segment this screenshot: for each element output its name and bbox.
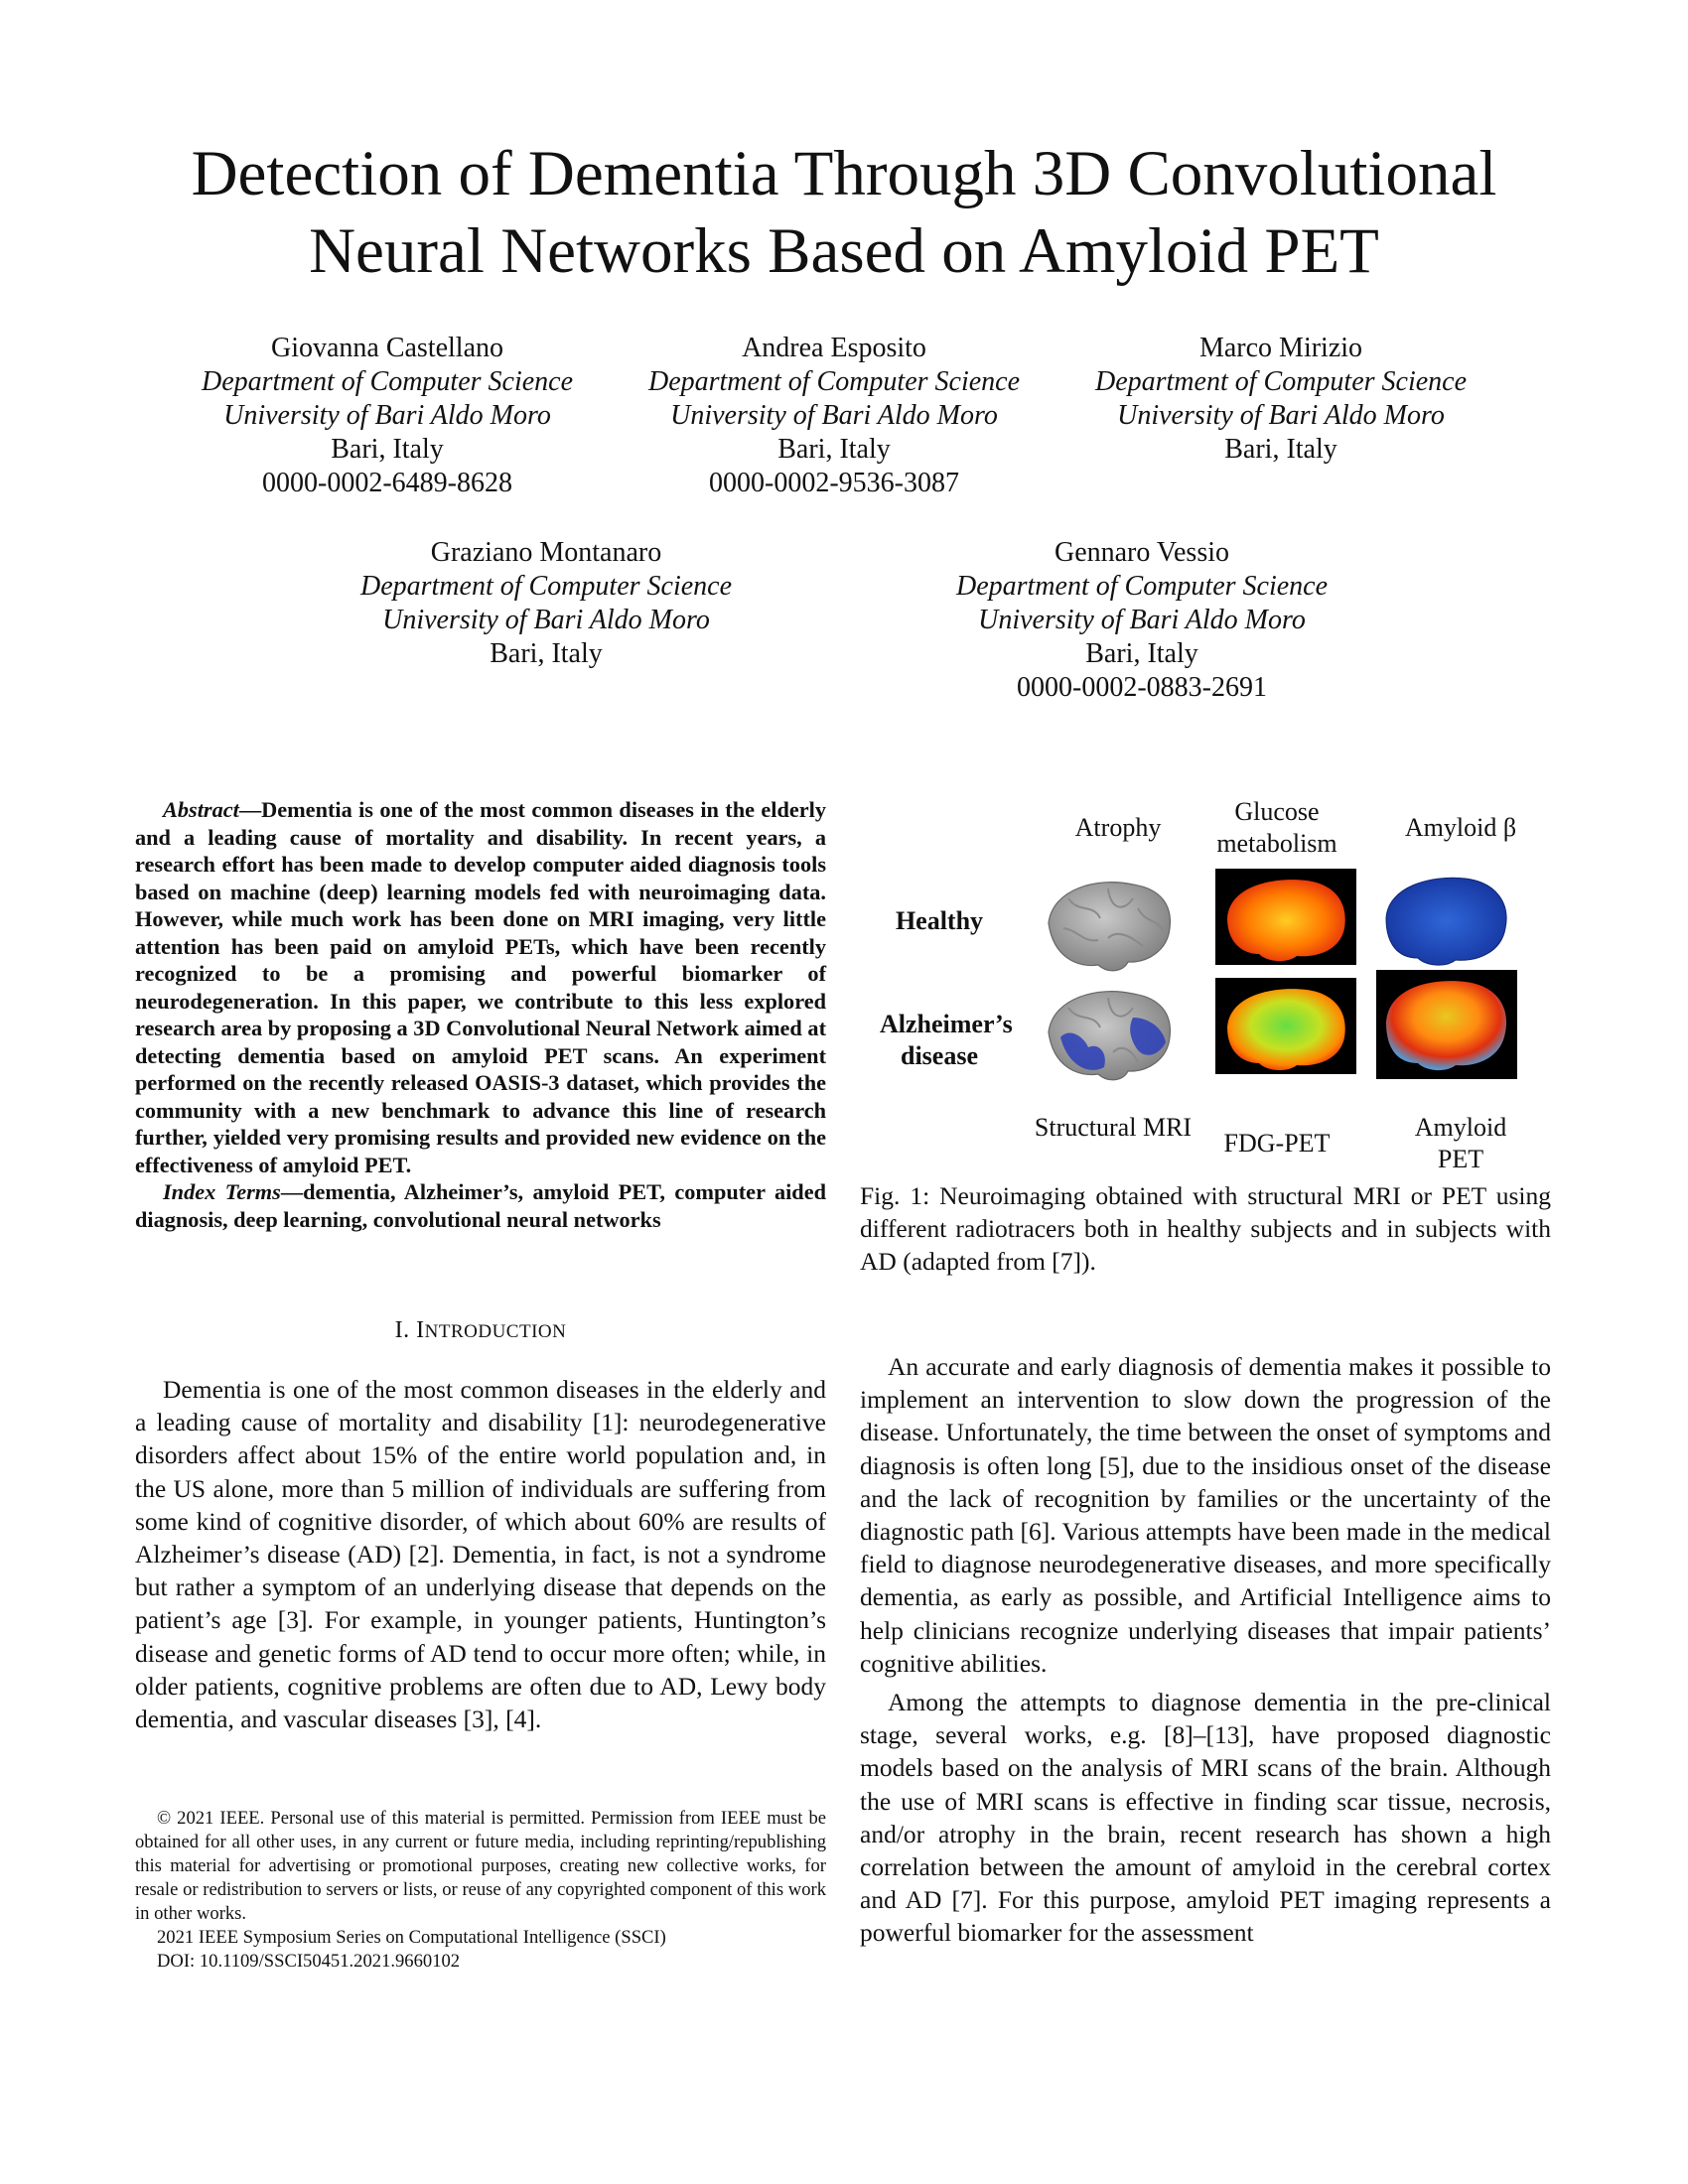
author-orcid: 0000-0002-6489-8628 [262, 468, 512, 498]
abstract-paragraph [135, 796, 826, 1178]
author-department: Department of Computer Science [955, 571, 1329, 602]
brain-mri-healthy [1049, 883, 1170, 971]
author-name: Graziano Montanaro [430, 537, 662, 568]
brain-mri-alzheimers [1049, 992, 1170, 1080]
author-name: Marco Mirizio [1198, 333, 1363, 363]
brain-image-grid [1039, 869, 1634, 1127]
intro-paragraph: Dementia is one of the most common diseases in the elderly and a leading cause of mortality and disability [1]: neurodegenerative disorders affect about 15% of the entire world population and, in the US alone, more than 5 million of individuals are suffering from some kind of cognitive disorder, of which about 60% are results of Alzheimer’s disease (AD) [2]. Dementia, in fact, is not a syndrome but rather a symptom of an underlying disease that depends on the patient’s age [3]. For example, in younger patients, Huntington’s disease and genetic forms of AD tend to occur more often; while, in older patients, cognitive problems are often due to AD, Lewy body dementia, and vascular diseases [3], [4]. [135, 1375, 826, 1734]
brain-amyloid-alzheimers [1376, 970, 1517, 1079]
author-city: Bari, Italy [331, 434, 444, 465]
row-label-alzheimers: Alzheimer’s disease [880, 1010, 1013, 1070]
venue-text: 2021 IEEE Symposium Series on Computational Intelligence (SSCI) [157, 1927, 666, 1948]
figure-neuroimaging [860, 784, 1555, 1181]
section-heading-introduction [135, 1317, 826, 1344]
section-number: I. [394, 1317, 410, 1343]
author-university: University of Bari Aldo Moro [223, 400, 551, 431]
body-paragraph: An accurate and early diagnosis of dementia makes it possible to implement an intervention to slow down the progression of the disease. Unfortunately, the time between the onset of symptoms and diagnosis is often long [5], due to the insidious onset of the disease and the lack of recognition by families or the uncertainty of the diagnostic path [6]. Various attempts have been made in the medical field to diagnose neurodegenerative diseases, and more specifically dementia, as early as possible, and Artificial Intelligence aims to help clinicians recognize underlying diseases that impair patients’ cognitive abilities. [860, 1352, 1551, 1678]
copyright-text: © 2021 IEEE. Personal use of this material is permitted. Permission from IEEE must be obtained for all other uses, in any current or future media, including reprinting/republishing this material for advertising or promotional purposes, creating new collective works, for resale or redistribution to servers or lists, or reuse of any copyrighted component of this work in other works. [135, 1808, 826, 1924]
col-header-amyloid: Amyloid β [1404, 813, 1517, 842]
author-name: Gennaro Vessio [1054, 537, 1229, 568]
author-block [616, 332, 1053, 500]
brain-fdg-healthy [1215, 869, 1356, 965]
author-name: Giovanna Castellano [270, 333, 504, 363]
index-terms-text: —dementia, Alzheimer’s, amyloid PET, computer aided diagnosis, deep learning, convolutional neural networks [135, 1179, 826, 1232]
paper-title: Detection of Dementia Through 3D Convolutional Neural Networks Based on Amyloid PET [191, 138, 1497, 287]
copyright-notice [135, 1807, 826, 1974]
brain-amyloid-healthy [1386, 878, 1506, 965]
author-city: Bari, Italy [490, 638, 603, 669]
figure-caption: Fig. 1: Neuroimaging obtained with structural MRI or PET using different radiotracers both in healthy subjects and in subjects with AD (adapted from [7]). [860, 1181, 1551, 1277]
author-name: Andrea Esposito [742, 333, 926, 363]
bottom-label-amyloid: Amyloid PET [1414, 1113, 1507, 1173]
author-orcid: 0000-0002-0883-2691 [1017, 672, 1267, 703]
doi-text: DOI: 10.1109/SSCI50451.2021.9660102 [157, 1951, 461, 1972]
abstract-text: —Dementia is one of the most common diseases in the elderly and a leading cause of mortality and disability. In recent years, a research effort has been made to develop computer aided diagnosis tools based on machine (deep) learning models fed with neuroimaging data. However, while much work has been done on MRI imaging, very little attention has been paid on amyloid PETs, which have been recently recognized to be a promising and powerful biomarker of neurodegeneration. In this paper, we contribute to this less explored research area by proposing a 3D Convolutional Neural Network aimed at detecting dementia based on amyloid PET scans. An experiment performed on the recently released OASIS-3 dataset, which provides the community with a new benchmark to advance this line of research further, yielded very promising results and provided new evidence on the effectiveness of amyloid PET. [135, 797, 826, 1177]
author-university: University of Bari Aldo Moro [670, 400, 998, 431]
section-title: INTRODUCTION [416, 1317, 567, 1343]
bottom-label-mri: Structural MRI [1034, 1113, 1193, 1142]
author-block [328, 536, 765, 671]
author-block [923, 536, 1360, 705]
author-department: Department of Computer Science [359, 571, 733, 602]
author-department: Department of Computer Science [201, 366, 574, 397]
author-block [169, 332, 606, 500]
author-orcid: 0000-0002-9536-3087 [709, 468, 959, 498]
author-department: Department of Computer Science [647, 366, 1021, 397]
col-header-glucose: Glucose metabolism [1216, 797, 1337, 858]
abstract [135, 796, 826, 1233]
index-terms-paragraph [135, 1178, 826, 1233]
author-university: University of Bari Aldo Moro [382, 605, 710, 635]
author-block [1062, 332, 1499, 467]
author-city: Bari, Italy [777, 434, 891, 465]
brain-fdg-alzheimers [1215, 978, 1356, 1074]
col-header-atrophy: Atrophy [1074, 813, 1162, 842]
author-university: University of Bari Aldo Moro [978, 605, 1306, 635]
body-paragraph: Among the attempts to diagnose dementia in the pre-clinical stage, several works, e.g. [8]–[13], have proposed diagnostic models based on the analysis of MRI scans of the brain. Although the use of MRI scans is effective in finding scar tissue, necrosis, and/or atrophy in the brain, recent research has shown a high correlation between the amount of amyloid in the cerebral cortex and AD [7]. For this purpose, amyloid PET imaging represents a powerful biomarker for the assessment [860, 1688, 1551, 1948]
author-city: Bari, Italy [1085, 638, 1198, 669]
author-university: University of Bari Aldo Moro [1117, 400, 1445, 431]
author-department: Department of Computer Science [1094, 366, 1468, 397]
bottom-label-fdg: FDG-PET [1223, 1129, 1331, 1158]
abstract-lead: Abstract [163, 797, 239, 822]
index-terms-lead: Index Terms [163, 1179, 281, 1204]
right-column [860, 1350, 1551, 1950]
row-label-healthy: Healthy [895, 906, 984, 935]
author-city: Bari, Italy [1224, 434, 1337, 465]
intro-column [135, 1373, 826, 1735]
